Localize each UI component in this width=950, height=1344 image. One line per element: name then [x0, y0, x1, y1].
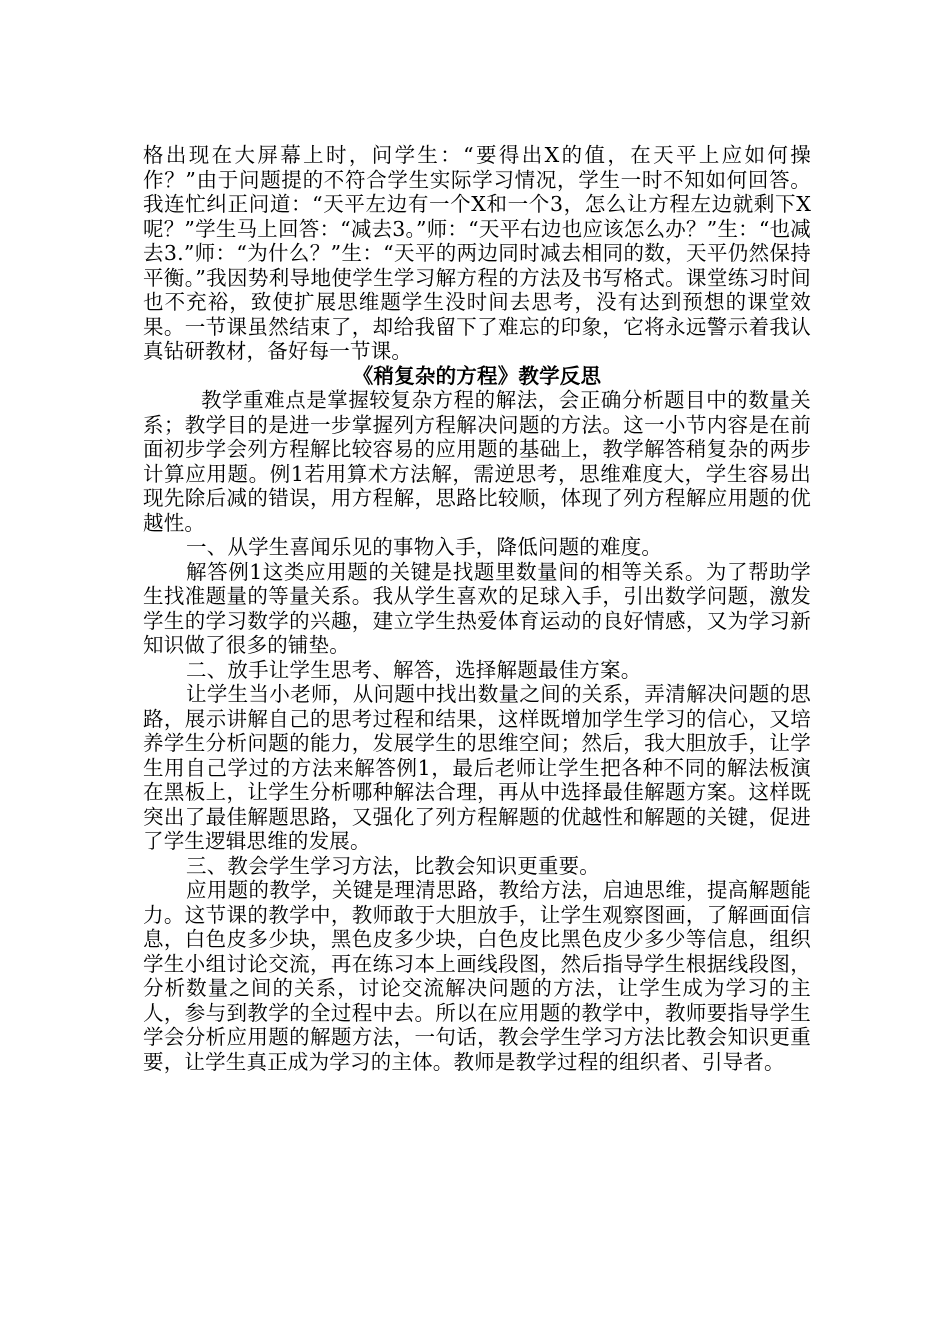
section-heading-3: 三、教会学生学习方法，比教会知识更重要。	[186, 853, 600, 878]
continuation-paragraph: 格出现在大屏幕上时，问学生：“要得出X的值，在天平上应如何操作？”由于问题提的不符合学生实际学习情况，学生一时不知如何回答。我连忙纠正问道：“天平左边有一个X和一个3，怎么让方程左边就剩下X呢？”学生马上回答：“减去3。”师：“天平右边也应该怎么办？”生：“也减去3.”师：“为什么？”生：“天平的两边同时减去相同的数，天平仍然保持平衡。”我因势利导地使学生学习解方程的方法及书写格式。课堂练习时间也不充裕，致使扩展思维题学生没时间去思考，没有达到预想的课堂效果。一节课虽然结束了，却给我留下了难忘的印象，它将永远警示着我认真钻研教材，备好每一节课。	[143, 143, 811, 363]
section-paragraph-1: 解答例1这类应用题的关键是找题里数量间的相等关系。为了帮助学生找准题量的等量关系。我从学生喜欢的足球入手，引出数学问题，激发学生的学习数学的兴趣，建立学生热爱体育运动的良好情感，又为学习新知识做了很多的铺垫。	[143, 559, 811, 657]
document-body	[143, 143, 811, 1074]
intro-paragraph: 教学重难点是掌握较复杂方程的解法，会正确分析题目中的数量关系；教学目的是进一步掌握列方程解决问题的方法。这一小节内容是在前面初步学会列方程解比较容易的应用题的基础上，教学解答稍复杂的两步计算应用题。例1若用算术方法解，需逆思考，思维难度大，学生容易出现先除后减的错误，用方程解，思路比较顺，体现了列方程解应用题的优越性。	[143, 388, 811, 535]
document-title: 《稍复杂的方程》教学反思	[352, 363, 602, 388]
section-heading-2: 二、放手让学生思考、解答，选择解题最佳方案。	[186, 657, 642, 682]
section-heading-1: 一、从学生喜闻乐见的事物入手，降低问题的难度。	[186, 535, 663, 559]
section-paragraph-3: 应用题的教学，关键是理清思路，教给方法，启迪思维，提高解题能力。这节课的教学中，教师敢于大胆放手，让学生观察图画，了解画面信息，白色皮多少块，黑色皮多少块，白色皮比黑色皮少多少等信息，组织学生小组讨论交流，再在练习本上画线段图，然后指导学生根据线段图，分析数量之间的关系，讨论交流解决问题的方法，让学生成为学习的主人，参与到教学的全过程中去。所以在应用题的教学中，教师要指导学生学会分析应用题的解题方法，一句话，教会学生学习方法比教会知识更重要，让学生真正成为学习的主体。教师是教学过程的组织者、引导者。	[143, 878, 811, 1074]
section-paragraph-2: 让学生当小老师，从问题中找出数量之间的关系，弄清解决问题的思路，展示讲解自己的思考过程和结果，这样既增加学生学习的信心，又培养学生分析问题的能力，发展学生的思维空间；然后，我大胆放手，让学生用自己学过的方法来解答例1，最后老师让学生把各种不同的解法板演在黑板上，让学生分析哪种解法合理，再从中选择最佳解题方案。这样既突出了最佳解题思路，又强化了列方程解题的优越性和解题的关键，促进了学生逻辑思维的发展。	[143, 682, 811, 853]
